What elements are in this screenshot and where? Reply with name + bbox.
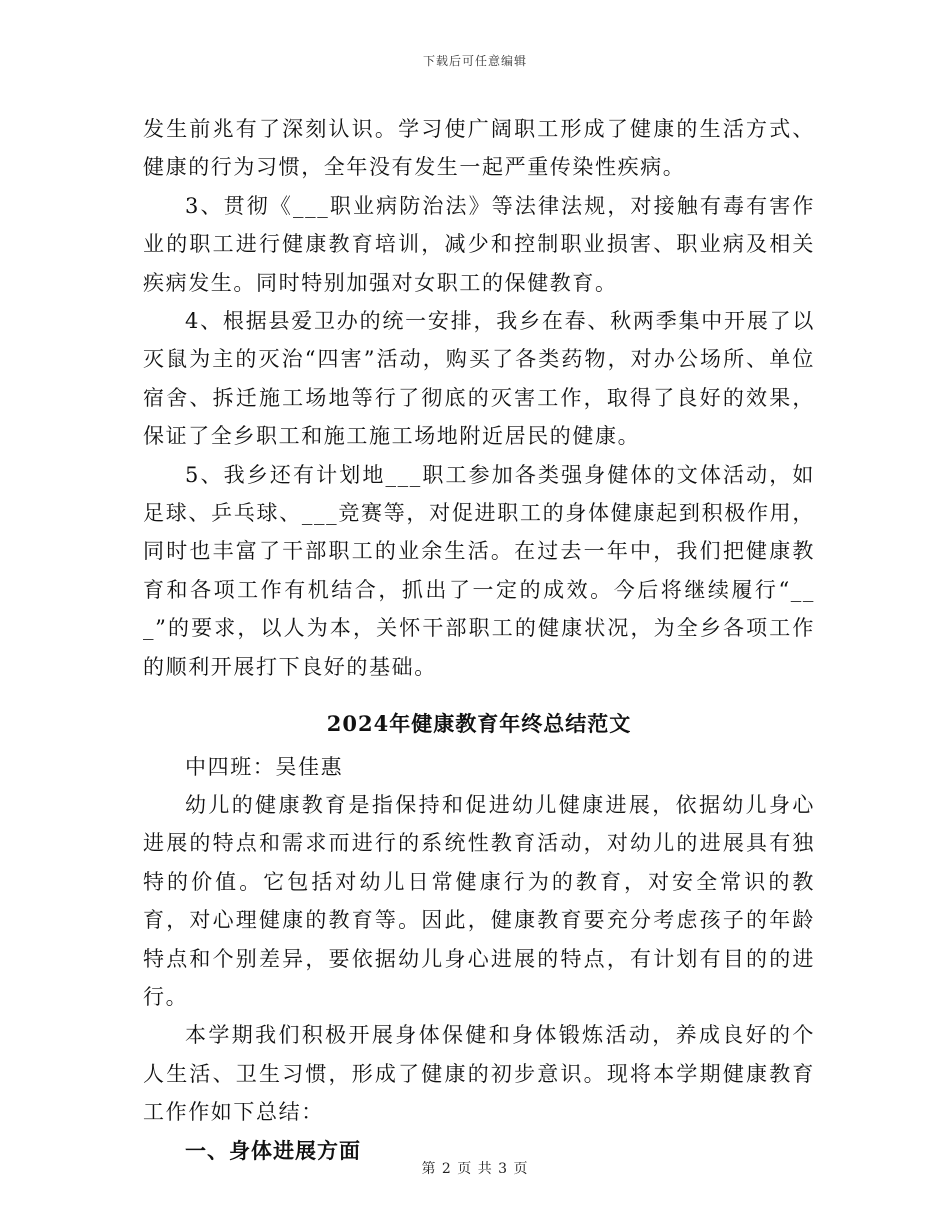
document-body (143, 110, 815, 1170)
body-paragraph-continuation: 发生前兆有了深刻认识。学习使广阔职工形成了健康的生活方式、健康的行为习惯，全年没有发生一起严重传染性疾病。 (143, 117, 815, 180)
article-title: 2024年健康教育年终总结范文 (326, 711, 632, 737)
body-paragraph-item-4: 4、根据县爱卫办的统一安排，我乡在春、秋两季集中开展了以灭鼠为主的灭治“四害”活动，购买了各类药物，对办公场所、单位宿舍、拆迁施工场地等行了彻底的灭害工作，取得了良好的效果，保证了全乡职工和施工施工场地附近居民的健康。 (143, 309, 815, 449)
author-line: 中四班：吴佳惠 (185, 754, 344, 779)
article-paragraph-1: 幼儿的健康教育是指保持和促进幼儿健康进展，依据幼儿身心进展的特点和需求而进行的系统性教育活动，对幼儿的进展具有独特的价值。它包括对幼儿日常健康行为的教育，对安全常识的教育，对心理健康的教育等。因此，健康教育要充分考虑孩子的年龄特点和个别差异，要依据幼儿身心进展的特点，有计划有目的的进行。 (143, 792, 815, 1009)
page-number: 第 2 页 共 3 页 (421, 1161, 529, 1177)
page-header: 下载后可任意编辑 (422, 54, 527, 68)
section-heading: 一、身体进展方面 (185, 1137, 361, 1163)
article-paragraph-2: 本学期我们积极开展身体保健和身体锻炼活动，养成良好的个人生活、卫生习惯，形成了健康的初步意识。现将本学期健康教育工作作如下总结： (143, 1023, 815, 1125)
body-paragraph-item-5: 5、我乡还有计划地___职工参加各类强身健体的文体活动，如足球、乒乓球、___竞赛等，对促进职工的身体健康起到积极作用，同时也丰富了干部职工的业余生活。在过去一年中，我们把健康教育和各项工作有机结合，抓出了一定的成效。今后将继续履行“___”的要求，以人为本，关怀干部职工的健康状况，为全乡各项工作的顺利开展打下良好的基础。 (143, 462, 815, 679)
body-paragraph-item-3: 3、贯彻《___职业病防治法》等法律法规，对接触有毒有害作业的职工进行健康教育培训，减少和控制职业损害、职业病及相关疾病发生。同时特别加强对女职工的保健教育。 (143, 193, 815, 295)
